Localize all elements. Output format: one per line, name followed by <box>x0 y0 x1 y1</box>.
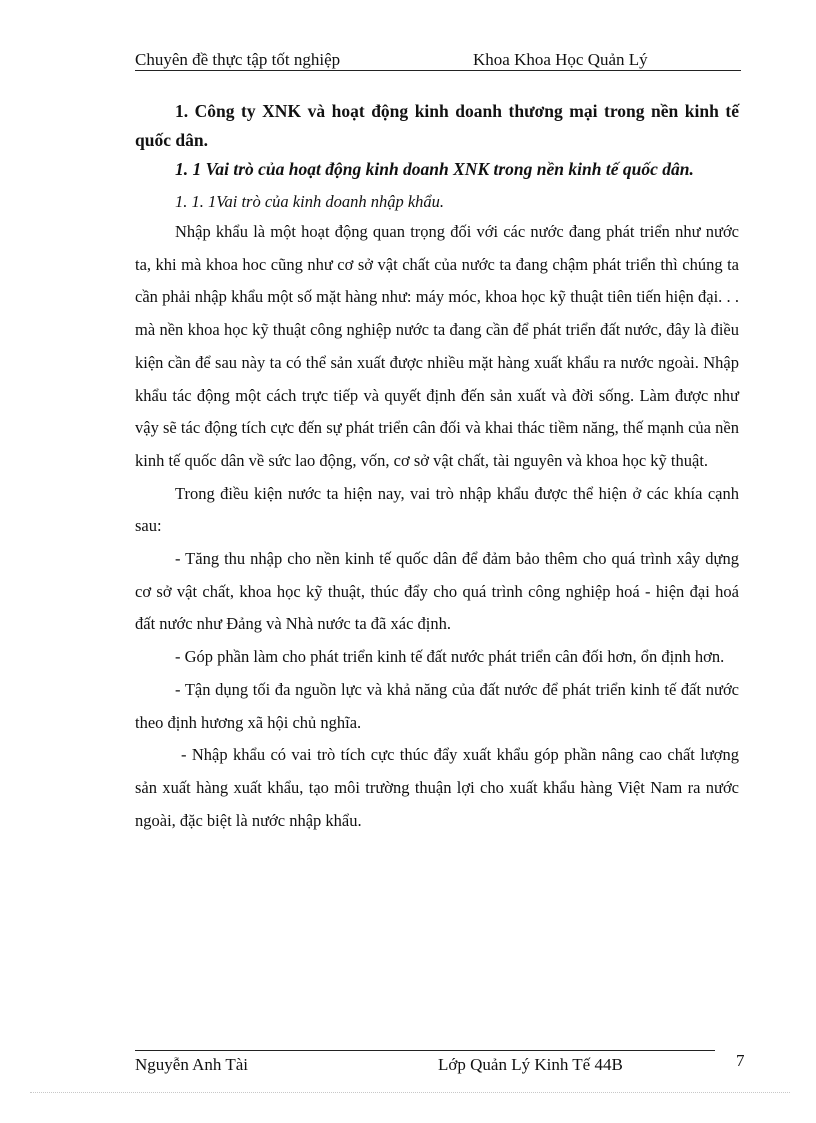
section-heading: 1. Công ty XNK và hoạt động kinh doanh thương mại trong nền kinh tế quốc dân. <box>135 101 739 150</box>
page-bottom-divider <box>30 1092 790 1093</box>
page-footer <box>135 1050 715 1077</box>
footer-class: Lớp Quản Lý Kinh Tế 44B <box>438 1055 623 1074</box>
page-header <box>135 48 741 71</box>
document-body <box>135 97 739 837</box>
header-right-text: Khoa Khoa Học Quản Lý <box>473 50 648 69</box>
page-number: 7 <box>736 1051 745 1070</box>
bullet-paragraph: - Góp phần làm cho phát triển kinh tế đất nước phát triển cân đối hơn, ổn định hơn. <box>175 647 725 667</box>
bullet-paragraph: - Tận dụng tối đa nguồn lực và khả năng của đất nước để phát triển kinh tế đất nước theo định hương xã hội chủ nghĩa. <box>135 679 739 732</box>
subsection-heading: 1. 1 Vai trò của hoạt động kinh doanh XNK trong nền kinh tế quốc dân. <box>175 159 694 179</box>
paragraph: Trong điều kiện nước ta hiện nay, vai trò nhập khẩu được thể hiện ở các khía cạnh sau: <box>135 483 739 536</box>
header-left-text: Chuyên đề thực tập tốt nghiệp <box>135 50 341 69</box>
paragraph: Nhập khẩu là một hoạt động quan trọng đối với các nước đang phát triển như nước ta, khi mà khoa hoc cũng như cơ sở vật chất của nước ta đang chậm phát triển thì chúng ta cần phải nhập khẩu một số mặt hàng như: máy móc, khoa học kỹ thuật tiên tiến hiện đại. . . mà nền khoa học kỹ thuật công nghiệp nước ta đang cần để phát triển đất nước, đây là điều kiện cần để sau này ta có thể sản xuất được nhiều mặt hàng xuất khẩu ra nước ngoài. Nhập khẩu tác động một cách trực tiếp và quyết định đến sản xuất và đời sống. Làm được như vậy sẽ tác động tích cực đến sự phát triển cân đối và khai thác tiềm năng, thế mạnh của nền kinh tế quốc dân về sức lao động, vốn, cơ sở vật chất, tài nguyên và khoa học kỹ thuật. <box>135 222 739 470</box>
footer-author: Nguyễn Anh Tài <box>135 1055 249 1074</box>
sub-subsection-heading: 1. 1. 1Vai trò của kinh doanh nhập khẩu. <box>175 192 445 211</box>
bullet-paragraph: - Tăng thu nhập cho nền kinh tế quốc dân để đảm bảo thêm cho quá trình xây dựng cơ sở vật chất, khoa học kỹ thuật, thúc đẩy cho quá trình công nghiệp hoá - hiện đại hoá đất nước như Đảng và Nhà nước ta đã xác định. <box>135 549 739 634</box>
bullet-paragraph: - Nhập khẩu có vai trò tích cực thúc đẩy xuất khẩu góp phần nâng cao chất lượng sản xuất hàng xuất khẩu, tạo môi trường thuận lợi cho xuất khẩu hàng Việt Nam ra nước ngoài, đặc biệt là nước nhập khẩu. <box>135 745 739 830</box>
